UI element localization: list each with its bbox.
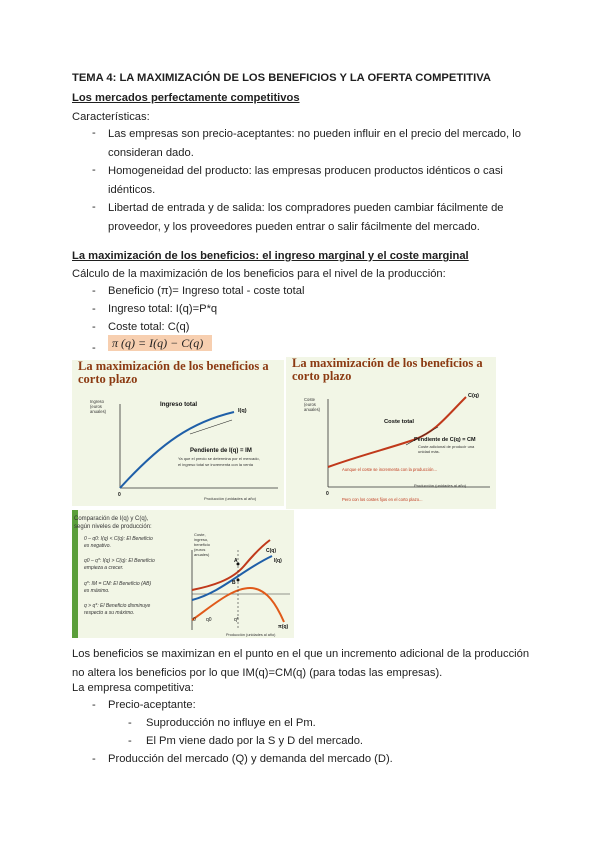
y-label: Coste bbox=[304, 397, 315, 402]
bullet-dash: - bbox=[92, 753, 96, 765]
cost-curve bbox=[328, 397, 466, 467]
point-b bbox=[237, 579, 240, 582]
comparison-item: 0 – q0: I(q) < C(q): El Beneficio bbox=[84, 536, 153, 542]
chart-profit-comparison bbox=[72, 510, 294, 638]
list-item: Coste total: C(q) bbox=[108, 321, 190, 333]
y-label: Ingreso bbox=[90, 399, 104, 404]
chart-total-cost bbox=[286, 357, 496, 509]
origin-label: 0 bbox=[326, 491, 329, 497]
red-note: Aunque el coste se incrementa con la producción... bbox=[342, 467, 437, 472]
section-heading: La maximización de los beneficios: el ingreso marginal y el coste marginal bbox=[72, 250, 469, 262]
slope-label: Pendiente de I(q) = IM bbox=[190, 448, 252, 454]
paragraph: La empresa competitiva: bbox=[72, 682, 194, 694]
bullet-dash: - bbox=[92, 321, 96, 333]
note: unidad más. bbox=[418, 449, 440, 454]
curve-tag: C(q) bbox=[266, 548, 276, 554]
curve-label: Ingreso total bbox=[160, 401, 198, 408]
comparison-item: respecto a su máximo. bbox=[84, 610, 135, 616]
list-item: Las empresas son precio-aceptantes: no pueden influir en el precio del mercado, lo consideran dado. bbox=[108, 128, 521, 159]
sub-list-item: El Pm viene dado por la S y D del mercado. bbox=[146, 735, 364, 747]
tick-q0: q0 bbox=[206, 617, 212, 623]
bullet-dash: - bbox=[128, 735, 132, 747]
bullet-dash: - bbox=[92, 342, 96, 354]
list-item: Precio-aceptante: bbox=[108, 699, 196, 711]
tick-qstar: q* bbox=[234, 617, 239, 623]
chart-total-revenue bbox=[72, 360, 284, 506]
bullet-dash: - bbox=[92, 127, 96, 139]
sub-list-item: Suproducción no influye en el Pm. bbox=[146, 717, 316, 729]
y-label: (euros bbox=[304, 402, 316, 407]
origin-label: 0 bbox=[118, 492, 121, 498]
comparison-item: q > q*: El Beneficio disminuye bbox=[84, 603, 151, 609]
y-label: (euros bbox=[194, 547, 206, 552]
tick-zero: 0 bbox=[193, 617, 196, 623]
curve-tag: π(q) bbox=[278, 624, 289, 630]
slope-label: Pendiente de C(q) = CM bbox=[414, 437, 476, 443]
x-label: Producción (unidades al año) bbox=[414, 483, 467, 488]
x-label: Producción (unidades al año) bbox=[204, 496, 257, 501]
list-item: Homogeneidad del producto: las empresas producen productos idénticos o casi idénticos. bbox=[108, 165, 503, 196]
curve-tag: I(q) bbox=[238, 408, 247, 414]
tangent-line bbox=[190, 420, 232, 434]
note: Ya que el precio se determina por el mercado, bbox=[178, 456, 260, 461]
panel-intro: Comparación de I(q) y C(q), bbox=[74, 516, 149, 522]
y-label: ingreso, bbox=[194, 537, 209, 542]
section-intro: Características: bbox=[72, 111, 150, 123]
note: Coste adicional de producir una bbox=[418, 444, 475, 449]
list-item: Producción del mercado (Q) y demanda del mercado (D). bbox=[108, 753, 393, 765]
point-b-label: B bbox=[232, 580, 236, 586]
section-heading: Los mercados perfectamente competitivos bbox=[72, 92, 300, 104]
y-label: (euros bbox=[90, 404, 102, 409]
bullet-dash: - bbox=[92, 201, 96, 213]
bullet-dash: - bbox=[92, 285, 96, 297]
section-intro: Cálculo de la maximización de los beneficios para el nivel de la producción: bbox=[72, 268, 446, 280]
comparison-item: q0 – q*: I(q) > C(q): El Beneficio bbox=[84, 558, 155, 564]
page-title: TEMA 4: LA MAXIMIZACIÓN DE LOS BENEFICIOS Y LA OFERTA COMPETITIVA bbox=[72, 72, 491, 84]
y-label: anuales) bbox=[304, 407, 321, 412]
y-label: Coste, bbox=[194, 532, 206, 537]
curve-tag: I(q) bbox=[274, 558, 282, 564]
panel-title: La maximización de los beneficios a corto plazo bbox=[78, 360, 269, 386]
note: el ingreso total se incrementa con la venta bbox=[178, 462, 253, 467]
list-item: Ingreso total: I(q)=P*q bbox=[108, 303, 218, 315]
point-a-label: A bbox=[234, 558, 238, 564]
panel-title: La maximización de los beneficios a corto plazo bbox=[292, 357, 483, 383]
bullet-dash: - bbox=[92, 699, 96, 711]
panel-intro: según niveles de producción: bbox=[74, 524, 152, 530]
red-note: Pero con los costes fijos en el corto plazo... bbox=[342, 497, 423, 502]
y-label: anuales) bbox=[194, 552, 210, 557]
curve-tag: C(q) bbox=[468, 393, 479, 399]
paragraph: Los beneficios se maximizan en el punto en el que un incremento adicional de la producción no altera los beneficios por lo que IM(q)=CM(q) (para todas las empresas). bbox=[72, 648, 530, 679]
comparison-item: empieza a crecer. bbox=[84, 565, 124, 571]
list-item: Beneficio (π)= Ingreso total - coste total bbox=[108, 285, 305, 297]
bullet-dash: - bbox=[128, 717, 132, 729]
comparison-item: es máximo. bbox=[84, 588, 110, 594]
comparison-item: es negativo. bbox=[84, 543, 111, 549]
bullet-dash: - bbox=[92, 164, 96, 176]
profit-formula: π (q) = I(q) − C(q) bbox=[108, 335, 212, 351]
y-label: anuales) bbox=[90, 409, 107, 414]
curve-label: Coste total bbox=[384, 419, 414, 425]
bullet-dash: - bbox=[92, 303, 96, 315]
y-label: beneficio bbox=[194, 542, 211, 547]
x-label: Producción (unidades al año) bbox=[226, 633, 276, 637]
list-item: Libertad de entrada y de salida: los compradores pueden cambiar fácilmente de proveedor, y los proveedores pueden entrar o salir fácilmente del mercado. bbox=[108, 202, 504, 233]
comparison-item: q*: IM = CM: El Beneficio (AB) bbox=[84, 581, 152, 587]
